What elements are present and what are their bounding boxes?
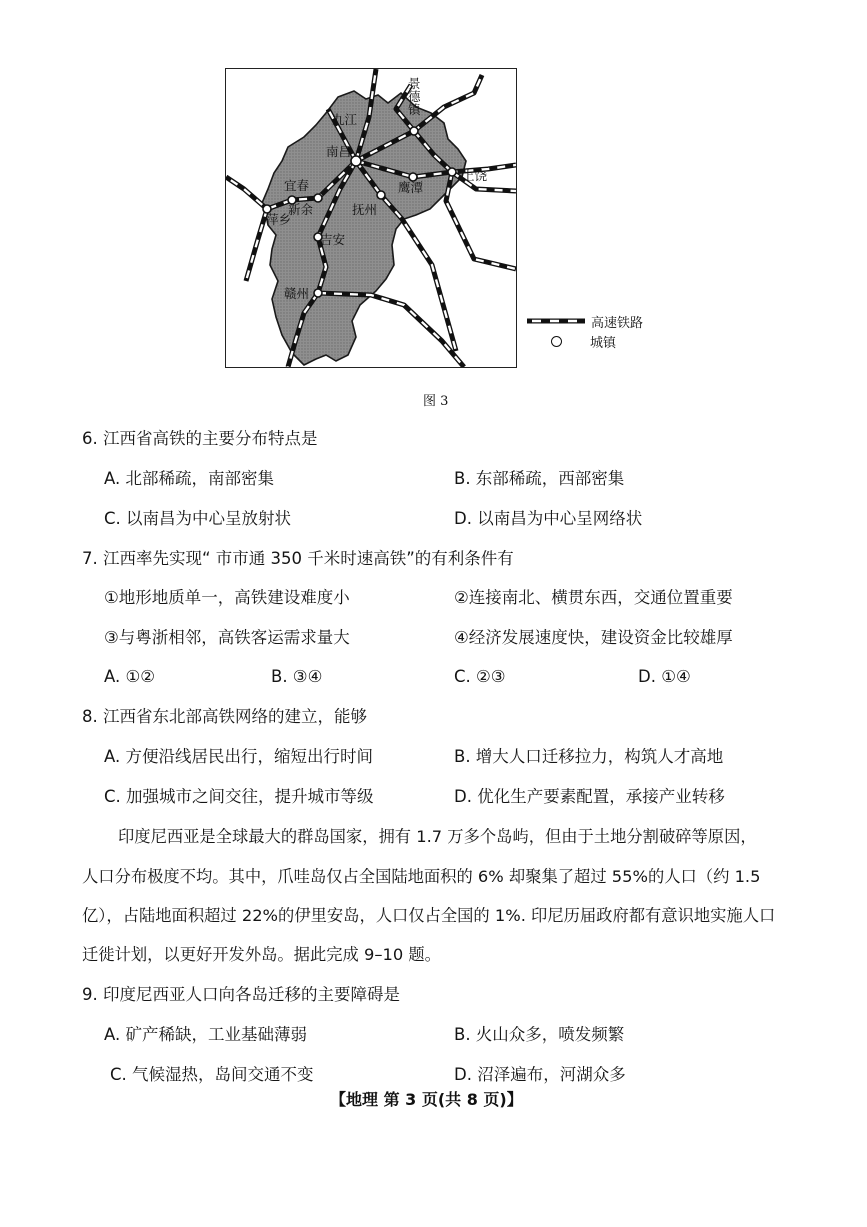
legend-rail-label: 高速铁路 <box>591 315 644 331</box>
map-legend <box>527 311 643 351</box>
question-9-stem: 9. 印度尼西亚人口向各岛迁移的主要障碍是 <box>82 985 400 1004</box>
question-9-option-d: D. 沼泽遍布，河湖众多 <box>454 1065 626 1084</box>
question-6-stem: 6. 江西省高铁的主要分布特点是 <box>82 429 318 448</box>
question-6-option-a: A. 北部稀疏，南部密集 <box>104 469 274 488</box>
page-footer: 【地理 第 3 页(共 8 页)】 <box>330 1090 523 1109</box>
label-jingdezhen: 景德镇 <box>408 76 421 117</box>
label-jiujiang: 九江 <box>332 112 358 127</box>
town-marker-fuzhou <box>377 191 385 199</box>
label-ganzhou: 赣州 <box>284 286 310 301</box>
label-fuzhou: 抚州 <box>352 202 378 217</box>
question-8-stem: 8. 江西省东北部高铁网络的建立，能够 <box>82 707 367 726</box>
question-8-option-c: C. 加强城市之间交往，提升城市等级 <box>104 787 374 806</box>
town-marker-nanchang <box>351 156 361 166</box>
question-7-statement-3: ③与粤浙相邻，高铁客运需求量大 <box>104 628 350 647</box>
question-6-option-b: B. 东部稀疏，西部密集 <box>454 469 625 488</box>
passage-line-3: 亿），占陆地面积超过 22%的伊里安岛，人口仅占全国的 1%. 印尼历届政府都有意识地实施人口 <box>82 906 776 925</box>
legend-town-label: 城镇 <box>590 335 617 351</box>
town-marker-shangrao <box>448 168 456 176</box>
railway-map <box>225 68 517 368</box>
label-yichun: 宜春 <box>284 178 310 193</box>
figure-caption: 图 3 <box>423 394 449 409</box>
rail-line-dash <box>446 172 516 269</box>
question-7-statement-2: ②连接南北、横贯东西，交通位置重要 <box>454 588 733 607</box>
label-xinyu: 新余 <box>288 202 314 217</box>
question-7-stem: 7. 江西率先实现“ 市市通 350 千米时速高铁”的有利条件有 <box>82 549 514 568</box>
question-8-option-b: B. 增大人口迁移拉力，构筑人才高地 <box>454 747 724 766</box>
town-marker-jingdezhen <box>410 127 418 135</box>
question-7-option-b: B. ③④ <box>271 667 323 686</box>
question-8-option-d: D. 优化生产要素配置，承接产业转移 <box>454 787 725 806</box>
question-7-option-a: A. ①② <box>104 667 156 686</box>
town-symbol-icon <box>551 336 562 347</box>
passage-line-4: 迁徙计划，以更好开发外岛。据此完成 9–10 题。 <box>82 945 441 964</box>
town-marker-xinyu <box>314 194 322 202</box>
passage-line-2: 人口分布极度不均。其中，爪哇岛仅占全国陆地面积的 6% 却聚集了超过 55%的人口（约 1.5 <box>82 867 761 886</box>
label-jian: 吉安 <box>320 232 346 247</box>
label-pingxiang: 萍乡 <box>266 212 292 227</box>
question-7-option-d: D. ①④ <box>638 667 691 686</box>
town-marker-ganzhou <box>314 289 322 297</box>
passage-line-1: 印度尼西亚是全球最大的群岛国家，拥有 1.7 万多个岛屿，但由于土地分割破碎等原因， <box>118 827 757 846</box>
rail-symbol-icon <box>527 316 585 326</box>
question-9-option-a: A. 矿产稀缺，工业基础薄弱 <box>104 1025 307 1044</box>
question-7-statement-4: ④经济发展速度快，建设资金比较雄厚 <box>454 628 733 647</box>
question-8-option-a: A. 方便沿线居民出行，缩短出行时间 <box>104 747 373 766</box>
label-shangrao: 上饶 <box>462 168 488 183</box>
legend-town-row <box>527 331 643 351</box>
question-9-option-b: B. 火山众多，喷发频繁 <box>454 1025 625 1044</box>
label-yingtan: 鹰潭 <box>398 180 424 195</box>
question-7-statement-1: ①地形地质单一，高铁建设难度小 <box>104 588 350 607</box>
question-7-option-c: C. ②③ <box>454 667 506 686</box>
legend-rail-row <box>527 311 643 331</box>
question-9-option-c: C. 气候湿热，岛间交通不变 <box>110 1065 314 1084</box>
question-6-option-c: C. 以南昌为中心呈放射状 <box>104 509 292 528</box>
label-nanchang: 南昌 <box>326 144 352 159</box>
question-6-option-d: D. 以南昌为中心呈网络状 <box>454 509 643 528</box>
